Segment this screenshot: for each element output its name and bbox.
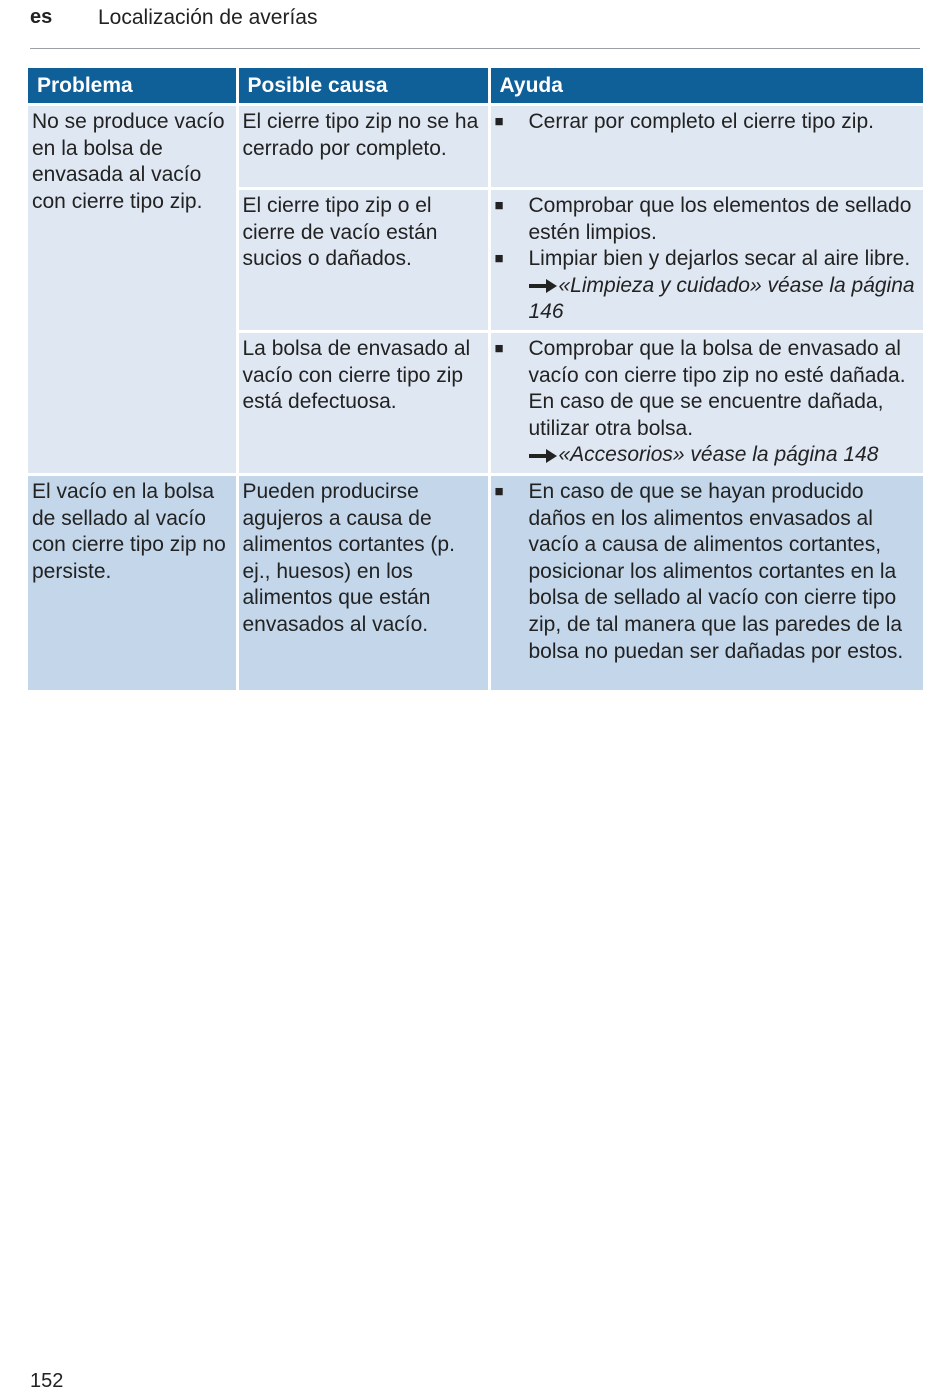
arrow-right-icon (529, 279, 557, 293)
help-text: Limpiar bien y dejarlos secar al aire libre. (528, 247, 911, 271)
help-item (495, 336, 920, 469)
section-title: Localización de averías (98, 6, 318, 29)
square-bullet-icon: ■ (494, 339, 504, 357)
help-item (495, 479, 920, 665)
help-cell (489, 474, 923, 691)
help-item (495, 109, 920, 136)
help-text: Comprobar que los elementos de sellado estén limpios. (528, 194, 912, 244)
troubleshooting-table (28, 68, 923, 693)
cause-cell: Pueden producirse agujeros a causa de alimentos cortantes (p. ej., huesos) en los alimentos que están envasados al vacío. (237, 474, 489, 691)
help-text: En caso de que se hayan producido daños en los alimentos envasados al vacío a causa de alimentos cortantes, posicionar los alimentos cortantes en la bolsa de sellado al vacío con cierre tipo zip, de tal manera que las paredes de la bolsa no puedan ser dañadas por estos. (528, 479, 904, 663)
help-item (495, 246, 920, 326)
help-text: Comprobar que la bolsa de envasado al vacío con cierre tipo zip no esté dañada. En caso de que se encuentre dañada, utilizar otra bolsa. (528, 336, 906, 440)
header-rule (30, 48, 920, 49)
square-bullet-icon: ■ (494, 113, 504, 130)
square-bullet-icon: ■ (494, 197, 504, 214)
table-row (28, 105, 923, 189)
help-text: Cerrar por completo el cierre tipo zip. (528, 110, 874, 133)
problem-cell: No se produce vacío en la bolsa de envasada al vacío con cierre tipo zip. (28, 105, 237, 475)
cause-cell: El cierre tipo zip o el cierre de vacío están sucios o dañados. (237, 189, 489, 332)
cross-reference-link[interactable]: «Accesorios» véase la página 148 (558, 443, 879, 467)
page-number: 152 (30, 1370, 64, 1392)
language-code: es (30, 6, 53, 28)
square-bullet-icon: ■ (494, 482, 504, 500)
problem-cell: El vacío en la bolsa de sellado al vacío con cierre tipo zip no persiste. (28, 474, 237, 691)
table-row (28, 474, 923, 691)
help-item (495, 193, 920, 246)
page-header (30, 4, 920, 36)
help-cell (489, 331, 923, 474)
help-cell (489, 189, 923, 332)
arrow-right-icon (529, 449, 557, 463)
table-header-row (28, 68, 923, 105)
column-header-problema: Problema (28, 68, 237, 105)
column-header-posible-causa: Posible causa (237, 68, 489, 105)
cross-reference-link[interactable]: «Limpieza y cuidado» véase la página 146 (528, 273, 915, 324)
cause-cell: La bolsa de envasado al vacío con cierre tipo zip está defectuosa. (237, 331, 489, 474)
help-cell (489, 105, 923, 189)
cause-cell: El cierre tipo zip no se ha cerrado por completo. (237, 105, 489, 189)
column-header-ayuda: Ayuda (489, 68, 923, 105)
square-bullet-icon: ■ (494, 250, 504, 268)
